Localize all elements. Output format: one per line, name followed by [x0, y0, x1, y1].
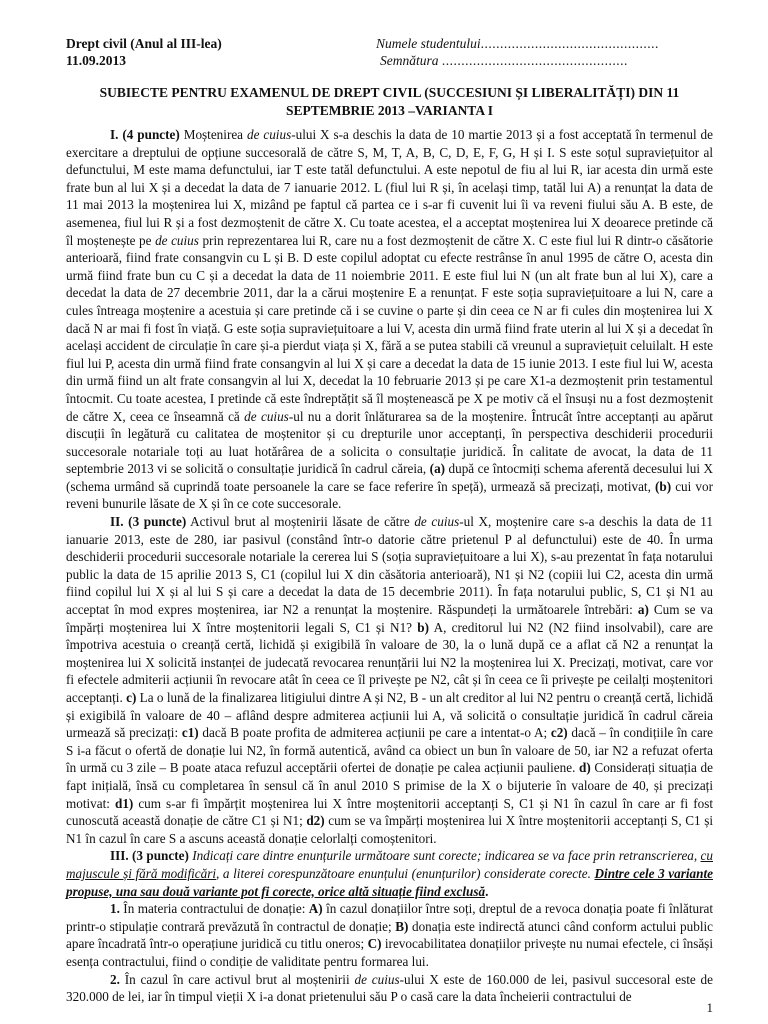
student-name-label: Numele studentului	[376, 36, 481, 51]
signature-field[interactable]: ................................................	[441, 53, 628, 68]
signature-label: Semnătura	[380, 53, 439, 68]
question-1: I. (4 puncte) Moștenirea de cuius-ului X s-a deschis la data de 10 martie 2013 și a fost acceptată în termenul de exercitare a dreptului de opțiune succesorală de către S, M, T, A, B, C, D, E, F, G, H și I. S este soțul supraviețuitor al defunctului, M este mama defunctului, iar T este tatăl defunctului. A este nepotul de fiu al lui R, iar acesta din urmă este frate bun al lui X și a decedat la data de 7 ianuarie 2012. L (fiul lui R și, în același timp, tatăl lui A) a renunțat la data de 11 mai 2013 la moștenirea lui X, mizând pe faptul că partea ce i s-ar fi cuvenit lui îi va reveni fiului său A. B este, de asemenea, fiul lui R și a fost dezmoștenit de către X. Cu toate acestea, el a acceptat moștenirea lui X deoarece pretinde că îl moștenește pe de cuius prin reprezentarea lui R, care nu a fost dezmoștenit de către X. C este fiul lui R dintr-o căsătorie anterioară, fiind frate consangvin cu L și B. D este copilul adoptat cu efecte restrânse în anul 1995 de către O, acesta din urmă fiind frate bun cu C și a decedat la data de 11 noiembrie 2011. E este fiul lui N (un alt frate bun al lui X), care a decedat la data de 27 decembrie 2011, dar la a cărui moștenire E a renunțat. F este soția supraviețuitoare a lui N, care a cules întreaga moștenire a acestuia și care pretinde că i se cuvine o parte și din ceea ce N ar fi cules din moștenirea lui X dacă N ar mai fi fost în viață. G este soția supraviețuitoare a lui V, acesta din urmă fiind frate uterin al lui X și a decedat în același accident de circulație în care și-a pierdut viața și X, fără a se putea stabili că vreunul a supraviețuit celuilalt. H este fiul lui P, acesta din urmă fiind frate consangvin al lui X și care a decedat la data de 15 iunie 2013. I este fiul lui W, acesta din urmă fiind un alt frate consangvin al lui X, decedat la 10 februarie 2013 și pe care X1-a dezmoștenit prin testamentul întocmit. Cu toate acestea, I pretinde că este îndreptățit să îl moștenească pe X pe motiv că el însuși nu a fost dezmoștenit de către X, ceea ce înseamnă că de cuius-ul nu a dorit înlăturarea sa de la moștenire. Întrucât între acceptanți au apărut discuții în legătură cu calitatea de moștenitor și cu drepturile unor acceptanți, în perspectiva deschiderii procedurii succesorale notariale toți au luat hotărârea de a solicita o consultație juridică. În calitate de avocat, la data de 11 septembrie 2013 vi se solicită o consultație juridică în cadrul căreia, (a) după ce întocmiți schema aferentă decesului lui X (schema urmând să cuprindă toate persoanele la care se face referire în speță), urmează să precizați, motivat, (b) cui vor reveni bunurile lăsate de X și în ce cote succesorale.	[66, 127, 713, 512]
q3-note: Dintre cele 3 variante propuse, una sau două variante pot fi corecte, orice altă situație fiind exclusă	[66, 865, 713, 899]
exam-title: SUBIECTE PENTRU EXAMENUL DE DREPT CIVIL (SUCCESIUNI ȘI LIBERALITĂȚI) DIN 11 SEPTEMBRIE 2013 –VARIANTA I	[99, 85, 680, 118]
course-name: Drept civil (Anul al III-lea)	[66, 36, 222, 51]
q3-heading: III.	[110, 848, 129, 864]
q1-heading: I. (4 puncte)	[110, 127, 180, 142]
question-3: III. (3 puncte) Indicați care dintre enunțurile următoare sunt corecte; indicarea se va face prin retranscrierea, cu majuscule și fără modificări, a literei corespunzătoare enunțului (enunțurilor) considerate corecte. Dintre cele 3 variante propuse, una sau două variante pot fi corecte, orice altă situație fiind exclusă.	[66, 848, 713, 899]
header-left	[66, 35, 222, 69]
question-2: II. (3 puncte) Activul brut al moștenirii lăsate de către de cuius-ul X, moștenire care s-a deschis la data de 11 ianuarie 2013, este de 280, iar pasivul (constând într-o datorie către prietenul P al defunctului) este de 40. În urma deschiderii procedurii succesorale notariale la cererea lui S (soția supraviețuitoare a lui X), s-au prezentat în fața notarului public la data de 15 aprilie 2013 S, C1 (copilul lui X din căsătoria anterioară), N1 și N2 (copiii lui C2, acesta din urmă fiind copilul lui X și al lui S și care a decedat la data de 15 decembrie 2011). În fața notarului public, S, C1 și N1 au acceptat în mod expres moștenirea, iar N2 a renunțat la moștenire. Răspundeți la următoarele întrebări: a) Cum se va împărți moștenirea lui X între moștenitorii legali S, C1 și N1? b) A, creditorul lui N2 (N2 fiind insolvabil), care are împotriva acestuia o creanță certă, lichidă și exigibilă în valoare de 30, la o lună după ce a aflat că N2 a renunțat la moștenirea lui X solicită instanței de judecată revocarea renunțării lui N2 la moștenirea lui X. Precizați, motivat, care vor fi efectele admiterii acțiunii în revocare atât în ceea ce îl privește pe N2, cât și în ceea ce îi privește pe ceilalți moștenitori acceptanți. c) La o lună de la finalizarea litigiului dintre A și N2, B - un alt creditor al lui N2 pentru o creanță certă, lichidă și exigibilă în valoare de 40 – aflând despre admiterea acțiunii lui A, vă solicită o consultație juridică în cadrul căreia urmează să precizați: c1) dacă B poate profita de admiterea acțiunii pe care a intentat-o A; c2) dacă – în condițiile în care S i-a făcut o ofertă de donație lui N2, în formă autentică, având ca obiect un bun în valoare de 50, iar N2 a refuzat oferta în urmă cu 3 zile – B poate ataca refuzul acceptării ofertei de donație pe calea acțiunii pauliene. d) Considerați situația de fapt inițială, însă cu completarea în sensul că în anul 2010 S primise de la X o bijuterie în valoare de 40, și precizați motivat: d1) cum s-ar fi împărțit moștenirea lui X între moștenitorii acceptanți S, C1 și N1 în cazul în care ar fi fost cunoscută această donație de către C1 și N1; d2) cum se va împărți moștenirea lui X între moștenitorii acceptanți S, C1 și N1 în cazul în care S a ascuns această donație celorlalți comoștenitori.	[66, 514, 713, 846]
header-right	[376, 35, 659, 69]
exam-date: 11.09.2013	[66, 53, 127, 68]
page-number: 1	[706, 1000, 713, 1015]
q2-heading: II. (3 puncte)	[110, 514, 187, 530]
question-3-item-1: 1. În materia contractului de donație: A) în cazul donațiilor între soți, dreptul de a revoca donația poate fi înlăturat printr-o stipulație contrară prevăzută în contractul de donație; B) donația este indirectă atunci când conform actului public apare încadrată într-o operațiune juridică cu titlu oneros; C) irevocabilitatea donațiilor privește nu numai efectele, ci însăși esența contractului, fiind o condiție de validitate pentru formarea lui.	[66, 901, 713, 969]
exam-body	[66, 126, 713, 1006]
question-3-item-2: 2. În cazul în care activul brut al moștenirii de cuius-ului X este de 160.000 de lei, pasivul succesoral este de 320.000 de lei, iar în timpul vieții X i-a donat prietenului său P o casă care la data încheierii contractului de	[66, 971, 713, 1005]
student-name-field[interactable]: ..............................................	[480, 36, 659, 51]
